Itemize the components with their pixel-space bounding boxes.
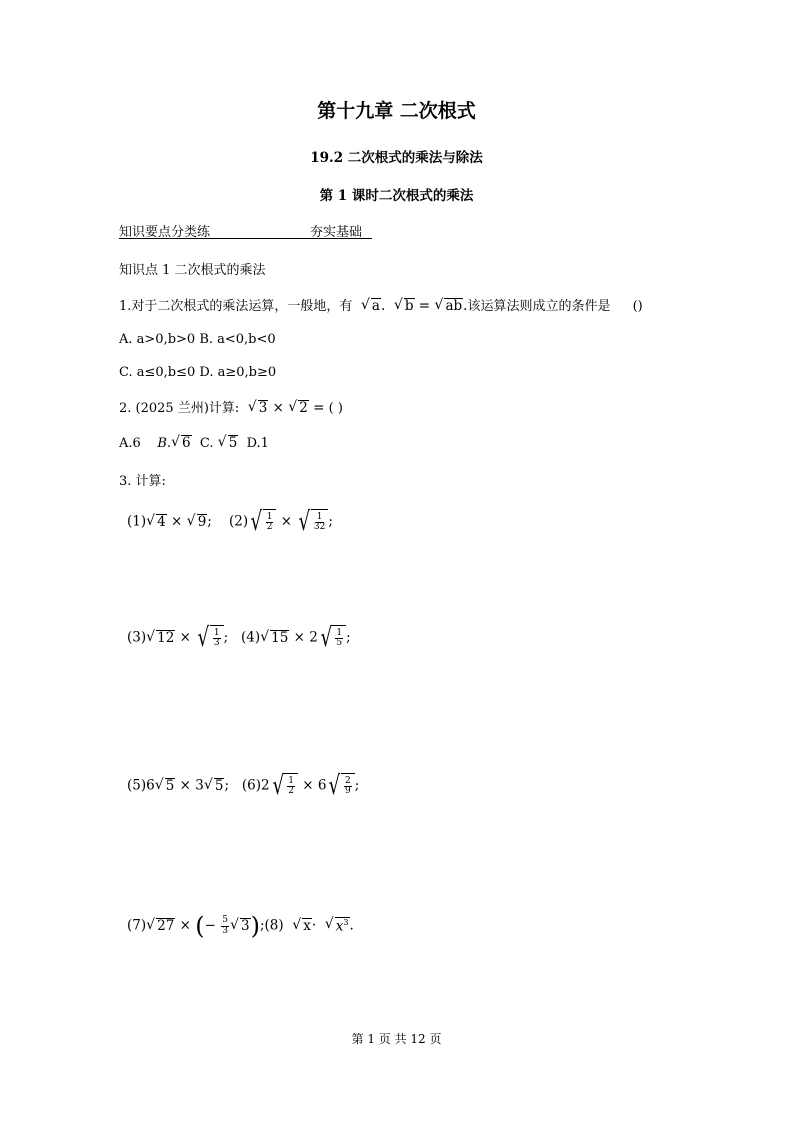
section-title: 19.2 二次根式的乘法与除法 bbox=[310, 150, 483, 166]
question-1-stem bbox=[119, 295, 643, 315]
q1-stem-prefix: 1.对于二次根式的乘法运算，一般地，有 bbox=[119, 299, 353, 314]
q2-expression: √ 3 × √ 2 = bbox=[247, 399, 325, 417]
q3-part-1-2: (1) √ 4 × √ 9 ; (2) √ $\frac{1}{2}$ × √ $\frac{1}{32}$ ; bbox=[127, 507, 333, 537]
q2-option-b-label: B. bbox=[157, 435, 172, 451]
question-2-stem bbox=[119, 397, 343, 417]
q3-part-5-6: (5)6 √ 5 × 3 √ 5 ; (6)2 √ $\frac{1}{2}$ × 6 √ $\frac{2}{9}$ ; bbox=[127, 771, 360, 801]
q1-stem-suffix: 该运算法则成立的条件是 bbox=[467, 299, 611, 314]
page-footer: 第 1 页 共 12 页 bbox=[351, 1032, 442, 1046]
lesson-title: 第 1 课时二次根式的乘法 bbox=[319, 188, 474, 204]
q1-answer-blank: () bbox=[632, 299, 643, 314]
q3-part-3-4: (3) √ 12 × √ $\frac{1}{3}$ ; (4) √ 15 × 2 √ $\frac{1}{5}$ ; bbox=[127, 623, 351, 653]
q2-option-b-value: √ 6 bbox=[171, 434, 191, 451]
knowledge-point-heading: 知识点 1 二次根式的乘法 bbox=[119, 263, 266, 278]
q2-option-c-value: √ 5 bbox=[217, 434, 238, 451]
q2-answer-blank: ( ) bbox=[328, 401, 343, 416]
section-bar bbox=[119, 221, 372, 239]
q3-part-7-8: (7) √ 27 × (− $\frac{5}{3}$ √ 3 );(8) √ x · √ $x^3$ . bbox=[127, 912, 354, 940]
section-bar-right: 夯实基础 bbox=[310, 225, 363, 240]
q1-options-line-1: A. a>0,b>0 B. a<0,b<0 bbox=[119, 332, 276, 347]
q2-option-d: D.1 bbox=[246, 435, 269, 451]
q2-option-a: A.6 bbox=[119, 435, 141, 451]
q2-option-c-label: C. bbox=[199, 435, 214, 451]
question-3-stem: 3. 计算: bbox=[119, 474, 166, 489]
q2-stem-prefix: 2. (2025 兰州)计算: bbox=[119, 401, 240, 416]
section-bar-left: 知识要点分类练 bbox=[119, 225, 211, 240]
q2-options bbox=[119, 435, 269, 452]
q1-formula: √ a . √ b = √ ab . bbox=[360, 297, 468, 315]
chapter-title: 第十九章 二次根式 bbox=[317, 100, 476, 122]
q1-options-line-2: C. a≤0,b≤0 D. a≥0,b≥0 bbox=[119, 365, 277, 380]
